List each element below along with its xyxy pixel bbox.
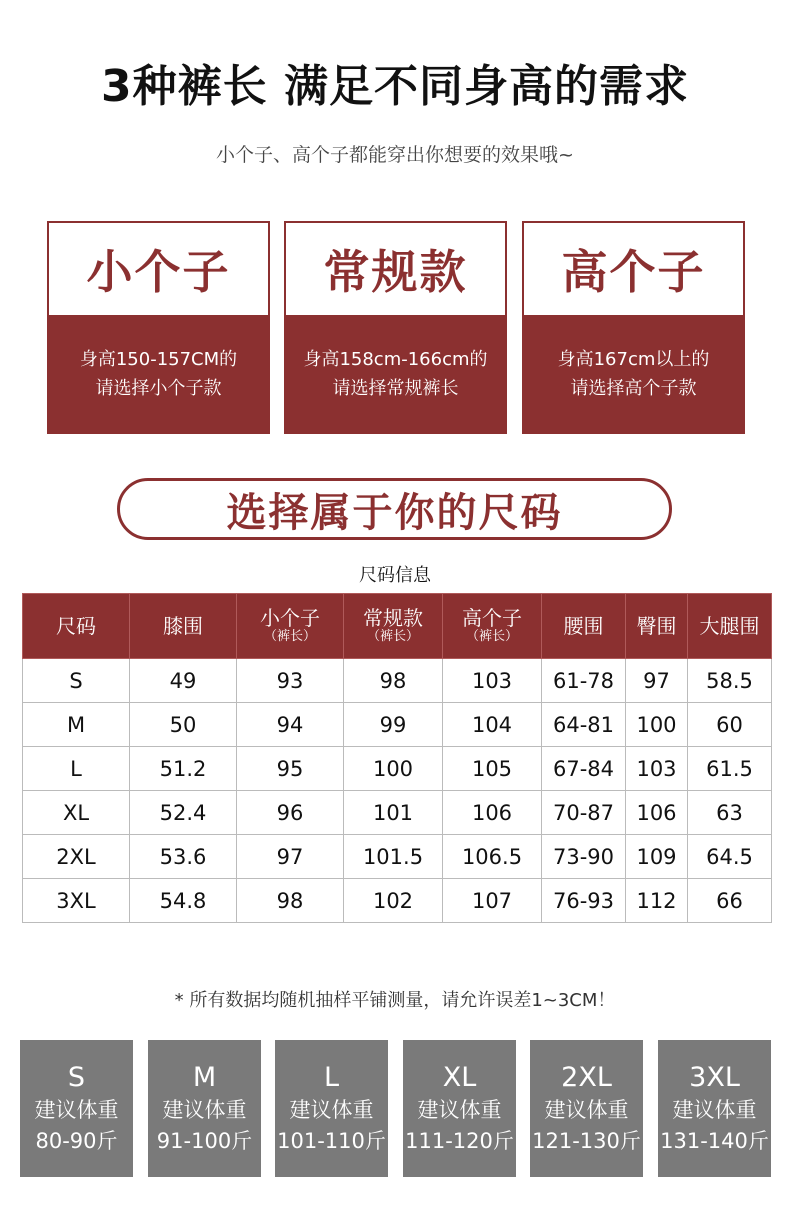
table-cell: 51.2 bbox=[130, 747, 237, 791]
weight-box-size: M bbox=[192, 1061, 217, 1093]
table-row bbox=[23, 835, 772, 879]
table-cell: S bbox=[23, 659, 130, 703]
table-cell: 54.8 bbox=[130, 879, 237, 923]
table-cell: 63 bbox=[688, 791, 772, 835]
table-cell: 49 bbox=[130, 659, 237, 703]
weight-box-range: 101-110斤 bbox=[277, 1128, 386, 1153]
weight-box-size: XL bbox=[442, 1061, 477, 1093]
page-subtitle: 小个子、高个子都能穿出你想要的效果哦~ bbox=[216, 144, 574, 166]
weight-box-label: 建议体重 bbox=[289, 1097, 374, 1122]
weight-box-size: 2XL bbox=[561, 1061, 612, 1093]
column-header-petite-length: 小个子 （裤长） bbox=[237, 594, 344, 659]
table-cell: 61-78 bbox=[542, 659, 626, 703]
table-cell: 70-87 bbox=[542, 791, 626, 835]
table-row bbox=[23, 879, 772, 923]
type-card-regular bbox=[284, 221, 507, 434]
measurement-note: * 所有数据均随机抽样平铺测量，请允许误差1~3CM！ bbox=[174, 990, 616, 1011]
table-cell: 97 bbox=[237, 835, 344, 879]
type-card-recommendation: 请选择高个子款 bbox=[570, 377, 697, 399]
table-cell: 3XL bbox=[23, 879, 130, 923]
table-row bbox=[23, 703, 772, 747]
size-table-caption: 尺码信息 bbox=[359, 565, 431, 586]
weight-box-label: 建议体重 bbox=[544, 1097, 629, 1122]
table-cell: 96 bbox=[237, 791, 344, 835]
weight-box-label: 建议体重 bbox=[417, 1097, 502, 1122]
table-cell: 52.4 bbox=[130, 791, 237, 835]
weight-box-xl bbox=[403, 1040, 516, 1177]
size-table bbox=[22, 593, 772, 923]
page-title: 3种裤长 满足不同身高的需求 bbox=[101, 61, 689, 112]
weight-box-label: 建议体重 bbox=[34, 1097, 119, 1122]
table-cell: 64.5 bbox=[688, 835, 772, 879]
table-cell: 98 bbox=[344, 659, 443, 703]
table-cell: 73-90 bbox=[542, 835, 626, 879]
table-cell: 104 bbox=[443, 703, 542, 747]
type-card-description bbox=[524, 315, 743, 432]
column-header-hip: 臀围 bbox=[626, 594, 688, 659]
weight-box-range: 111-120斤 bbox=[405, 1128, 514, 1153]
type-card-recommendation: 请选择小个子款 bbox=[95, 377, 222, 399]
table-cell: 60 bbox=[688, 703, 772, 747]
weight-recommendations bbox=[20, 1040, 771, 1177]
column-header-regular-length: 常规款 （裤长） bbox=[344, 594, 443, 659]
length-type-cards bbox=[47, 221, 745, 434]
weight-box-range: 131-140斤 bbox=[660, 1128, 769, 1153]
weight-box-size: S bbox=[67, 1061, 86, 1093]
table-cell: XL bbox=[23, 791, 130, 835]
table-cell: M bbox=[23, 703, 130, 747]
table-cell: 102 bbox=[344, 879, 443, 923]
table-cell: 53.6 bbox=[130, 835, 237, 879]
table-cell: 50 bbox=[130, 703, 237, 747]
table-cell: 58.5 bbox=[688, 659, 772, 703]
table-cell: 106 bbox=[626, 791, 688, 835]
table-cell: L bbox=[23, 747, 130, 791]
table-cell: 61.5 bbox=[688, 747, 772, 791]
table-cell: 76-93 bbox=[542, 879, 626, 923]
table-cell: 66 bbox=[688, 879, 772, 923]
table-row bbox=[23, 659, 772, 703]
column-header-waist: 腰围 bbox=[542, 594, 626, 659]
size-table-header-row bbox=[23, 594, 772, 659]
type-card-description bbox=[49, 315, 268, 432]
table-cell: 94 bbox=[237, 703, 344, 747]
weight-box-s bbox=[20, 1040, 133, 1177]
table-cell: 103 bbox=[443, 659, 542, 703]
weight-box-range: 80-90斤 bbox=[35, 1128, 118, 1153]
table-cell: 107 bbox=[443, 879, 542, 923]
table-cell: 105 bbox=[443, 747, 542, 791]
type-card-height-range: 身高158cm-166cm的 bbox=[303, 348, 488, 370]
type-card-tall bbox=[522, 221, 745, 434]
table-cell: 99 bbox=[344, 703, 443, 747]
type-card-title: 小个子 bbox=[86, 245, 231, 299]
weight-box-size: L bbox=[323, 1061, 340, 1093]
table-cell: 109 bbox=[626, 835, 688, 879]
table-row bbox=[23, 747, 772, 791]
table-cell: 103 bbox=[626, 747, 688, 791]
weight-box-range: 121-130斤 bbox=[532, 1128, 641, 1153]
column-header-knee: 膝围 bbox=[130, 594, 237, 659]
table-cell: 106.5 bbox=[443, 835, 542, 879]
weight-box-range: 91-100斤 bbox=[156, 1128, 253, 1153]
table-cell: 101 bbox=[344, 791, 443, 835]
size-section-heading: 选择属于你的尺码 bbox=[117, 478, 672, 540]
table-cell: 112 bbox=[626, 879, 688, 923]
table-row bbox=[23, 791, 772, 835]
weight-box-2xl bbox=[530, 1040, 643, 1177]
table-cell: 106 bbox=[443, 791, 542, 835]
table-cell: 64-81 bbox=[542, 703, 626, 747]
table-cell: 100 bbox=[344, 747, 443, 791]
weight-box-m bbox=[148, 1040, 261, 1177]
table-cell: 93 bbox=[237, 659, 344, 703]
type-card-title: 常规款 bbox=[323, 245, 468, 299]
type-card-title: 高个子 bbox=[561, 245, 706, 299]
table-cell: 97 bbox=[626, 659, 688, 703]
column-header-size: 尺码 bbox=[23, 594, 130, 659]
table-cell: 2XL bbox=[23, 835, 130, 879]
type-card-petite bbox=[47, 221, 270, 434]
table-cell: 67-84 bbox=[542, 747, 626, 791]
weight-box-label: 建议体重 bbox=[672, 1097, 757, 1122]
type-card-height-range: 身高167cm以上的 bbox=[557, 348, 710, 370]
weight-box-l bbox=[275, 1040, 388, 1177]
type-card-recommendation: 请选择常规裤长 bbox=[332, 377, 459, 399]
type-card-height-range: 身高150-157CM的 bbox=[79, 348, 238, 370]
column-header-thigh: 大腿围 bbox=[688, 594, 772, 659]
table-cell: 95 bbox=[237, 747, 344, 791]
weight-box-3xl bbox=[658, 1040, 771, 1177]
weight-box-label: 建议体重 bbox=[162, 1097, 247, 1122]
table-cell: 98 bbox=[237, 879, 344, 923]
table-cell: 100 bbox=[626, 703, 688, 747]
column-header-tall-length: 高个子 （裤长） bbox=[443, 594, 542, 659]
weight-box-size: 3XL bbox=[689, 1061, 740, 1093]
type-card-description bbox=[286, 315, 505, 432]
table-cell: 101.5 bbox=[344, 835, 443, 879]
